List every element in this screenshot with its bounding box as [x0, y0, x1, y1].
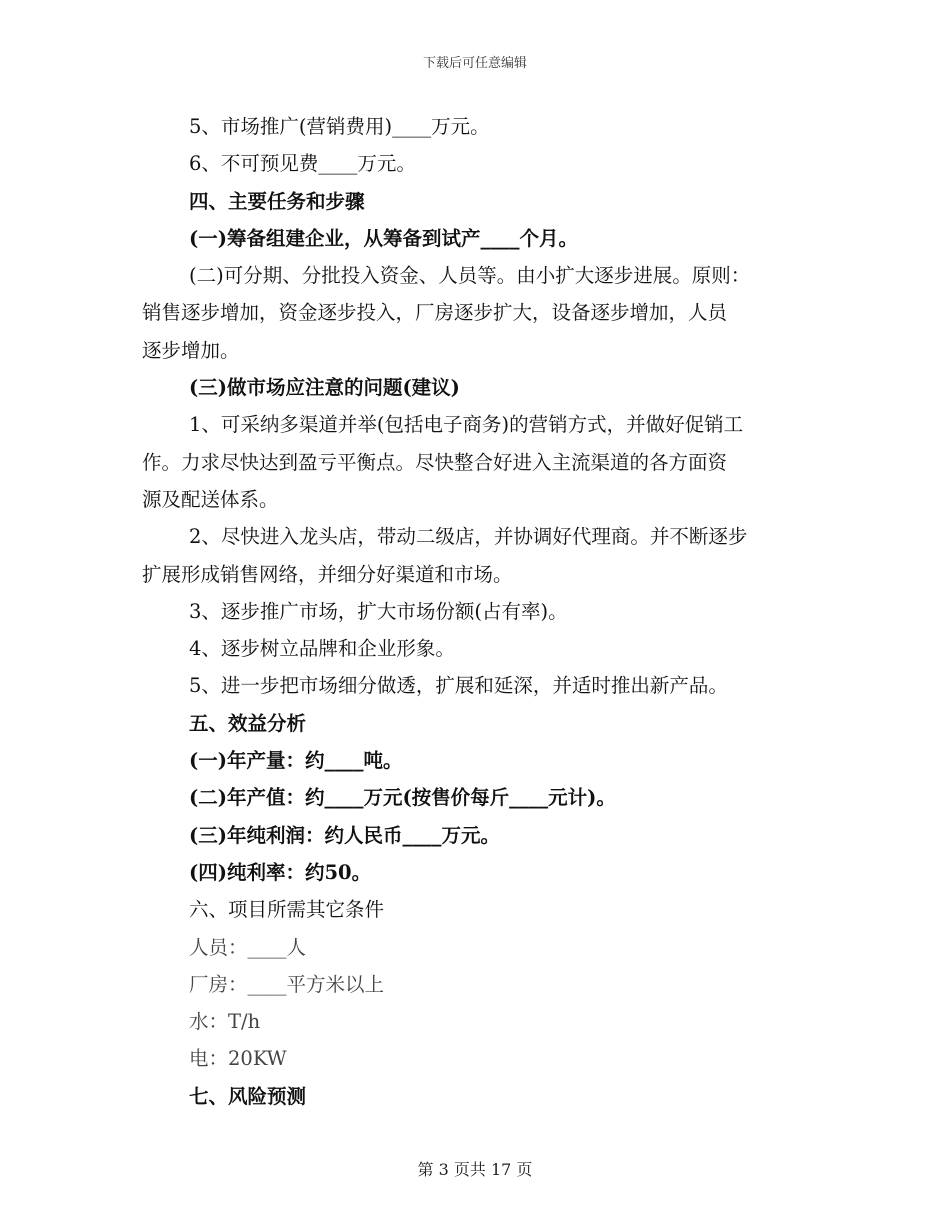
subsection-heading: (三)做市场应注意的问题(建议): [189, 376, 460, 400]
text-line: 5、进一步把市场细分做透，扩展和延深，并适时推出新产品。: [189, 674, 728, 698]
text-line: 销售逐步增加，资金逐步投入，厂房逐步扩大，设备逐步增加，人员: [142, 301, 728, 325]
text-line: 3、逐步推广市场，扩大市场份额(占有率)。: [189, 599, 568, 623]
text-line: 扩展形成销售网络，并细分好渠道和市场。: [142, 562, 513, 586]
text-line: 5、市场推广(营销费用)____万元。: [189, 115, 490, 138]
section-heading: 四、主要任务和步骤: [189, 189, 365, 213]
text-line: 1、可采纳多渠道并举(包括电子商务)的营销方式，并做好促销工: [189, 413, 744, 437]
subsection-heading: (二)年产值：约____万元(按售价每斤____元计)。: [189, 786, 616, 810]
section-heading: 五、效益分析: [189, 711, 307, 735]
text-line: 水：T/h: [189, 1010, 261, 1034]
section-heading: 六、项目所需其它条件: [189, 898, 385, 922]
subsection-heading: (三)年纯利润：约人民币____万元。: [189, 823, 500, 847]
text-line: 2、尽快进入龙头店，带动二级店，并协调好代理商。并不断逐步: [189, 525, 748, 549]
text-line: 作。力求尽快达到盈亏平衡点。尽快整合好进入主流渠道的各方面资: [142, 450, 728, 474]
text-line: 4、逐步树立品牌和企业形象。: [189, 637, 455, 661]
document-body: [142, 108, 812, 1115]
subsection-heading: (四)纯利率：约50。: [189, 860, 372, 884]
text-line: (二)可分期、分批投入资金、人员等。由小扩大逐步进展。原则：: [189, 264, 751, 288]
text-line: 逐步增加。: [142, 338, 240, 362]
page-footer: 第 3 页共 17 页: [417, 1160, 533, 1179]
text-line: 6、不可预见费____万元。: [189, 152, 416, 176]
section-heading: 七、风险预测: [189, 1084, 307, 1108]
text-line: 厂房：____平方米以上: [189, 972, 385, 996]
text-line: 电：20KW: [189, 1047, 287, 1071]
text-line: 人员：____人: [189, 935, 307, 959]
text-line: 源及配送体系。: [142, 487, 279, 511]
subsection-heading: (一)筹备组建企业，从筹备到试产____个月。: [189, 226, 578, 250]
subsection-heading: (一)年产量：约____吨。: [189, 749, 403, 773]
page-header: 下载后可任意编辑: [422, 56, 527, 71]
